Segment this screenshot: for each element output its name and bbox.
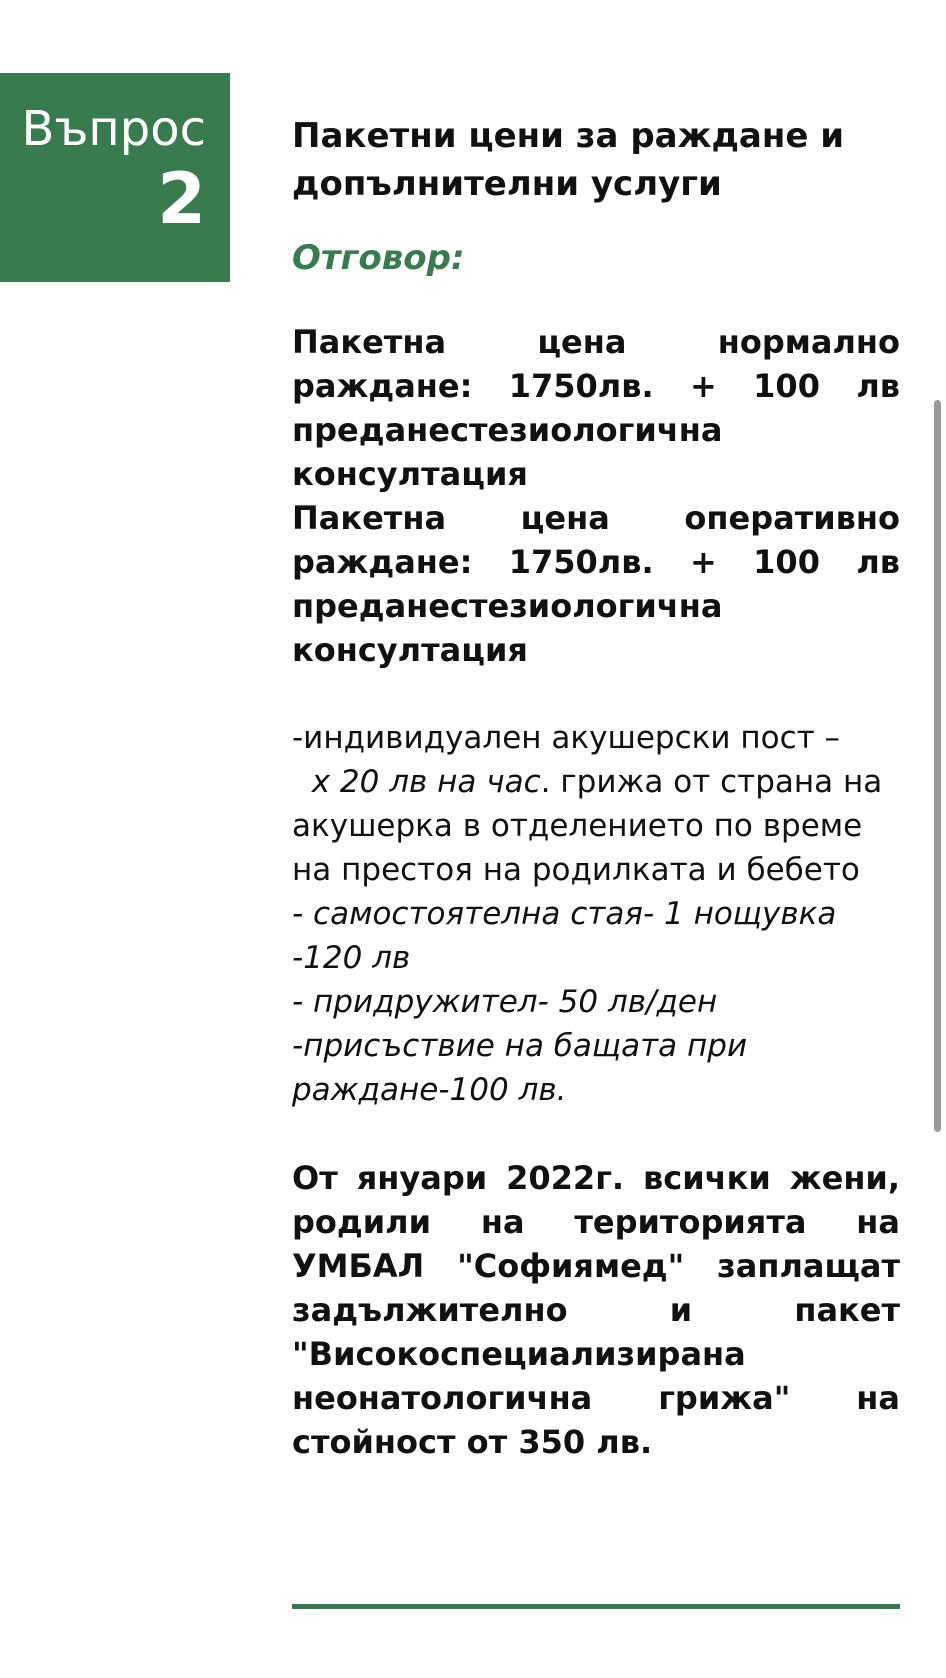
question-title: Пакетни цени за раждане и допълнителни услуги <box>292 116 845 204</box>
midwife-service <box>292 716 900 892</box>
package-normal-birth: Пакетна цена нормално раждане: 1750лв. + 100 лв преданестезиологична консултация <box>292 323 900 493</box>
section-divider <box>292 1604 900 1609</box>
question-badge-number: 2 <box>157 158 206 240</box>
question-content <box>292 112 900 1464</box>
companion-service: - придружител- 50 лв/ден <box>292 984 718 1020</box>
package-operative-birth: Пакетна цена оперативно раждане: 1750лв. + 100 лв преданестезиологична консултация <box>292 499 900 669</box>
package-prices <box>292 320 900 672</box>
neonatal-care-notice: От януари 2022г. всички жени, родили на територията на УМБАЛ "Софиямед" заплащат задължително и пакет "Високоспециализирана неонатологична грижа" на стойност от 350 лв. <box>292 1159 900 1461</box>
scrollbar[interactable] <box>934 400 941 1132</box>
midwife-service-price: х 20 лв на час <box>311 764 541 800</box>
midwife-service-description: . грижа от страна на акушерка в отделението по време на престоя на родилката и бебето <box>292 764 883 888</box>
father-presence-service: -присъствие на бащата при раждане-100 лв. <box>292 1028 748 1108</box>
question-badge-word: Въпрос <box>21 101 206 157</box>
additional-services <box>292 716 900 1112</box>
midwife-service-prefix: -индивидуален акушерски пост – <box>292 720 841 756</box>
question-badge <box>0 73 230 282</box>
answer-label: Отговор: <box>292 238 465 278</box>
private-room-service: - самостоятелна стая- 1 нощувка -120 лв <box>292 896 837 976</box>
